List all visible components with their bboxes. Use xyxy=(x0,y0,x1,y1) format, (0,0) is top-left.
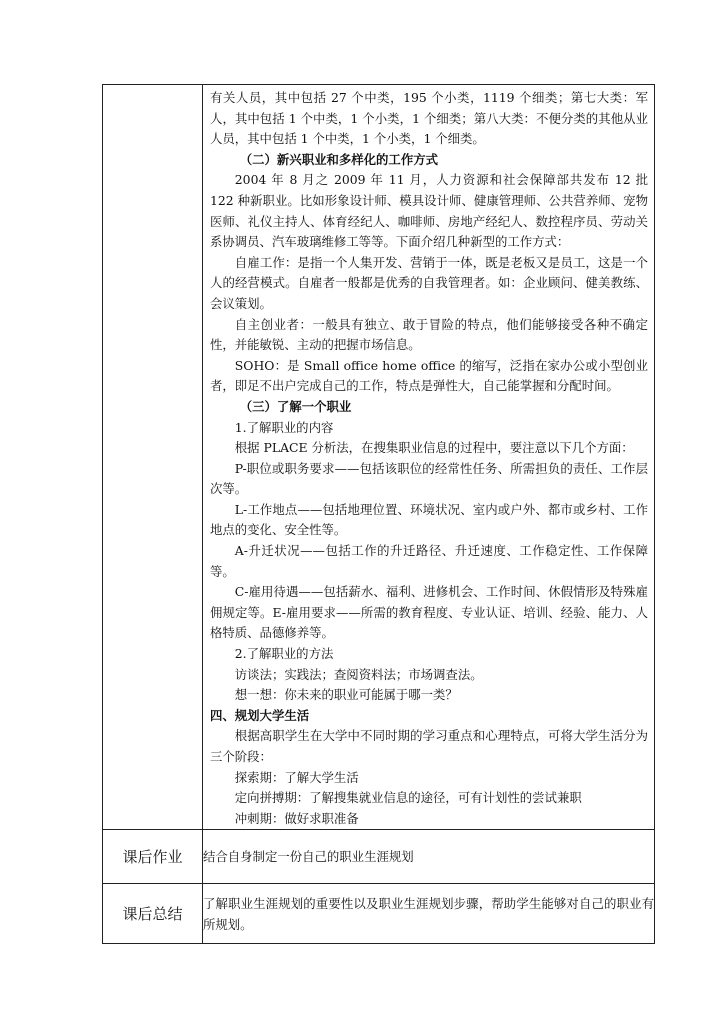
section-heading-new-jobs: （二）新兴职业和多样化的工作方式 xyxy=(239,151,438,167)
paragraph-stage-explore: 探索期：了解大学生活 xyxy=(234,769,359,785)
content-left-cell xyxy=(103,85,203,830)
paragraph-place-l: L-工作地点——包括地理位置、环境状况、室内或户外、都市或乡村、工作地点的变化、安全性等。 xyxy=(210,501,648,538)
homework-label: 课后作业 xyxy=(103,830,203,884)
paragraph-soho: SOHO：是 Small office home office 的缩写，泛指在家办公或小型创业者，即足不出户完成自己的工作，特点是弹性大，自己能掌握和分配时间。 xyxy=(210,357,648,394)
paragraph-self-employed: 自雇工作：是指一个人集开发、营销于一体，既是老板又是员工，这是一个人的经营模式。自雇者一般都是优秀的自我管理者。如：企业顾问、健美教练、会议策划。 xyxy=(210,254,648,311)
paragraph-place-intro: 根据 PLACE 分析法，在搜集职业信息的过程中，要注意以下几个方面： xyxy=(234,440,634,456)
content-cell xyxy=(203,85,655,830)
lesson-plan-table xyxy=(102,84,655,944)
paragraph-stage-orient: 定向拼搏期：了解搜集就业信息的途径，可有计划性的尝试兼职 xyxy=(234,790,582,806)
summary-text: 了解职业生涯规划的重要性以及职业生涯规划步骤，帮助学生能够对自己的职业有所规划。 xyxy=(203,884,655,944)
paragraph-new-jobs: 2004 年 8 月之 2009 年 11 月，人力资源和社会保障部共发布 12 批 122 种新职业。比如形象设计师、模具设计师、健康管理师、公共营养师、宠物医师、礼仪主持人、体育经纪人、咖啡师、房地产经纪人、数控程序员、劳动关系协调员、汽车玻璃维修工等等。下面介绍几种新型的工作方式： xyxy=(210,172,648,250)
subheading-job-content: 1.了解职业的内容 xyxy=(234,419,334,435)
section-heading-understand-job: （三）了解一个职业 xyxy=(239,398,352,414)
summary-label: 课后总结 xyxy=(103,884,203,944)
paragraph-stage-sprint: 冲刺期：做好求职准备 xyxy=(234,810,359,826)
paragraph-place-a: A-升迁状况——包括工作的升迁路径、升迁速度、工作稳定性、工作保障等。 xyxy=(210,543,648,579)
paragraph-plan-intro: 根据高职学生在大学中不同时期的学习重点和心理特点，可将大学生活分为三个阶段： xyxy=(210,728,648,764)
paragraph-think: 想一想：你未来的职业可能属于哪一类？ xyxy=(234,687,458,703)
section-heading-plan-college: 四、规划大学生活 xyxy=(210,707,310,723)
paragraph-place-c-e: C-雇用待遇——包括薪水、福利、进修机会、工作时间、休假情形及特殊雇佣规定等。E-雇用要求——所需的教育程度、专业认证、培训、经验、能力、人格特质、品德修养等。 xyxy=(210,584,648,641)
paragraph-continuation: 有关人员，其中包括 27 个中类，195 个小类，1119 个细类；第七大类：军人，其中包括 1 个中类，1 个小类，1 个细类；第八大类：不便分类的其他从业人员，其中包括 1 个中类，1 个小类，1 个细类。 xyxy=(210,90,648,147)
content-row xyxy=(103,85,655,830)
summary-row xyxy=(103,884,655,944)
content-body xyxy=(203,85,654,829)
paragraph-methods: 访谈法；实践法；查阅资料法；市场调查法。 xyxy=(234,666,483,682)
homework-text: 结合自身制定一份自己的职业生涯规划 xyxy=(203,830,655,884)
homework-row xyxy=(103,830,655,884)
paragraph-entrepreneur: 自主创业者：一般具有独立、敢于冒险的特点，他们能够接受各种不确定性，并能敏锐、主动的把握市场信息。 xyxy=(210,316,648,353)
subheading-job-methods: 2.了解职业的方法 xyxy=(234,646,334,662)
paragraph-place-p: P-职位或职务要求——包括该职位的经常性任务、所需担负的责任、工作层次等。 xyxy=(210,460,648,497)
